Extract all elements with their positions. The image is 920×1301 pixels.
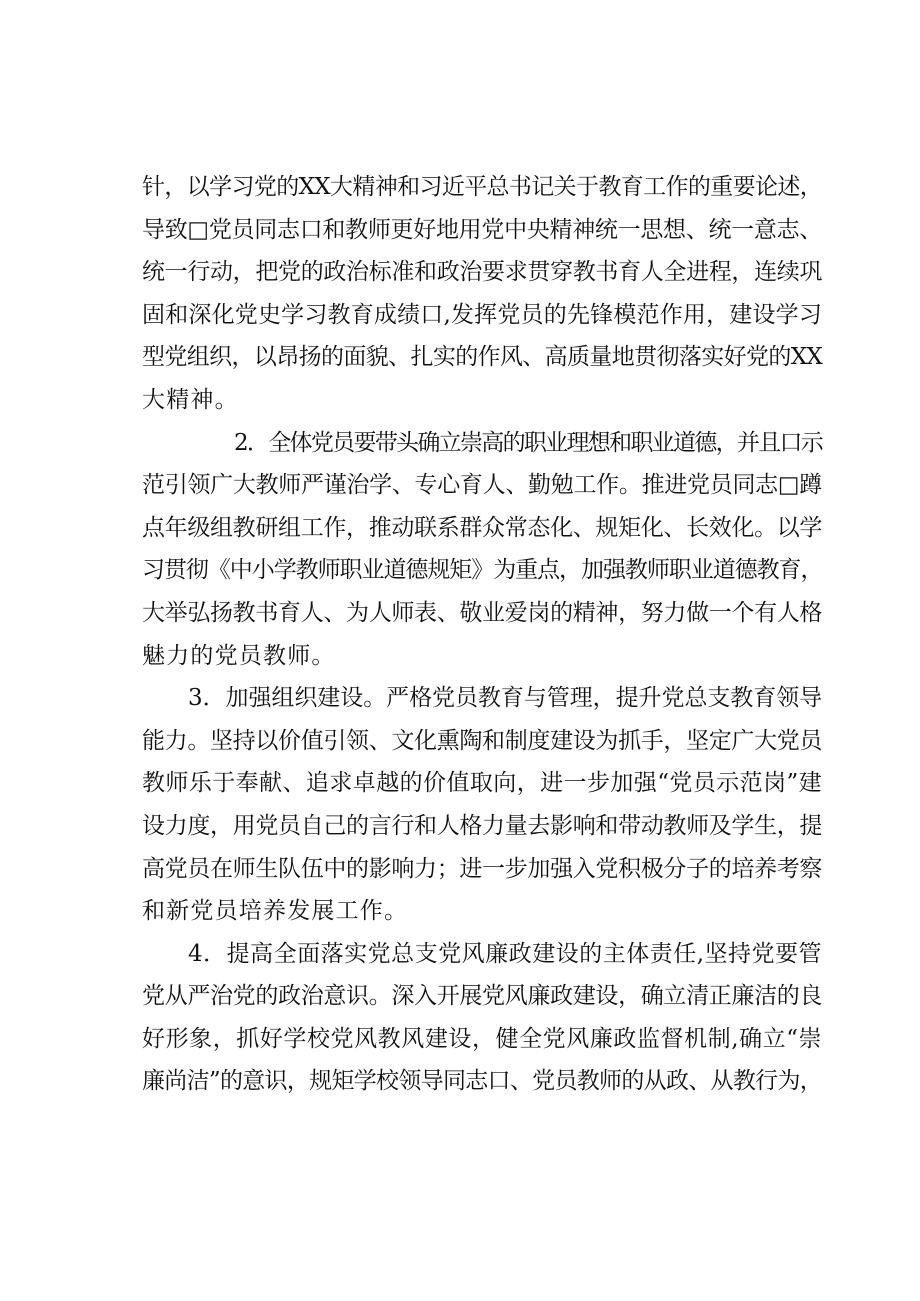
text-line: 教师乐于奉献、追求卓越的价值取向，进一步加强“党员示范岗”建 bbox=[142, 770, 822, 797]
text-line: 3．加强组织建设。严格党员教育与管理，提升党总支教育领导 bbox=[188, 685, 822, 712]
text-line: 设力度，用党员自己的言行和人格力量去影响和带动教师及学生，提 bbox=[142, 812, 822, 839]
text-line: 廉尚洁”的意识，规矩学校领导同志口、党员教师的从政、从教行为， bbox=[142, 1068, 822, 1095]
paragraph-item-4 bbox=[142, 933, 822, 1103]
text-line: 高党员在师生队伍中的影响力；进一步加强入党积极分子的培养考察 bbox=[142, 855, 822, 882]
text-line: 型党组织，以昂扬的面貌、扎实的作风、高质量地贯彻落实好党的XX bbox=[142, 344, 822, 371]
text-line: 2．全体党员要带头确立崇高的职业理想和职业道德，并且口示 bbox=[234, 429, 822, 456]
text-line: 固和深化党史学习教育成绩口,发挥党员的先锋模范作用，建设学习 bbox=[142, 301, 822, 328]
paragraph-item-3 bbox=[142, 677, 822, 933]
text-line: 和新党员培养发展工作。 bbox=[142, 898, 409, 925]
text-line: 能力。坚持以价值引领、文化熏陶和制度建设为抓手，坚定广大党员 bbox=[142, 727, 822, 754]
text-line: 大举弘扬教书育人、为人师表、敬业爱岗的精神，努力做一个有人格 bbox=[142, 599, 822, 626]
text-line: 统一行动，把党的政治标准和政治要求贯穿教书育人全进程，连续巩 bbox=[142, 259, 822, 286]
text-line: 好形象，抓好学校党风教风建设，健全党风廉政监督机制,确立“崇 bbox=[142, 1025, 822, 1052]
text-line: 点年级组教研组工作，推动联系群众常态化、规矩化、长效化。以学 bbox=[142, 514, 822, 541]
document-body bbox=[142, 166, 822, 1103]
text-line: 导致□党员同志口和教师更好地用党中央精神统一思想、统一意志、 bbox=[142, 216, 822, 243]
text-line: 大精神。 bbox=[142, 386, 239, 413]
text-line: 4．提高全面落实党总支党风廉政建设的主体责任,坚持党要管 bbox=[188, 940, 822, 967]
text-line: 范引领广大教师严谨治学、专心育人、勤勉工作。推进党员同志□蹲 bbox=[142, 472, 822, 499]
text-line: 党从严治党的政治意识。深入开展党风廉政建设，确立清正廉洁的良 bbox=[142, 983, 822, 1010]
text-line: 习贯彻《中小学教师职业道德规矩》为重点，加强教师职业道德教育， bbox=[142, 557, 823, 584]
paragraph-item-2 bbox=[142, 422, 822, 678]
text-line: 魅力的党员教师。 bbox=[142, 642, 336, 669]
text-line: 针，以学习党的XX大精神和习近平总书记关于教育工作的重要论述， bbox=[142, 174, 822, 200]
paragraph-continuation bbox=[142, 166, 822, 422]
